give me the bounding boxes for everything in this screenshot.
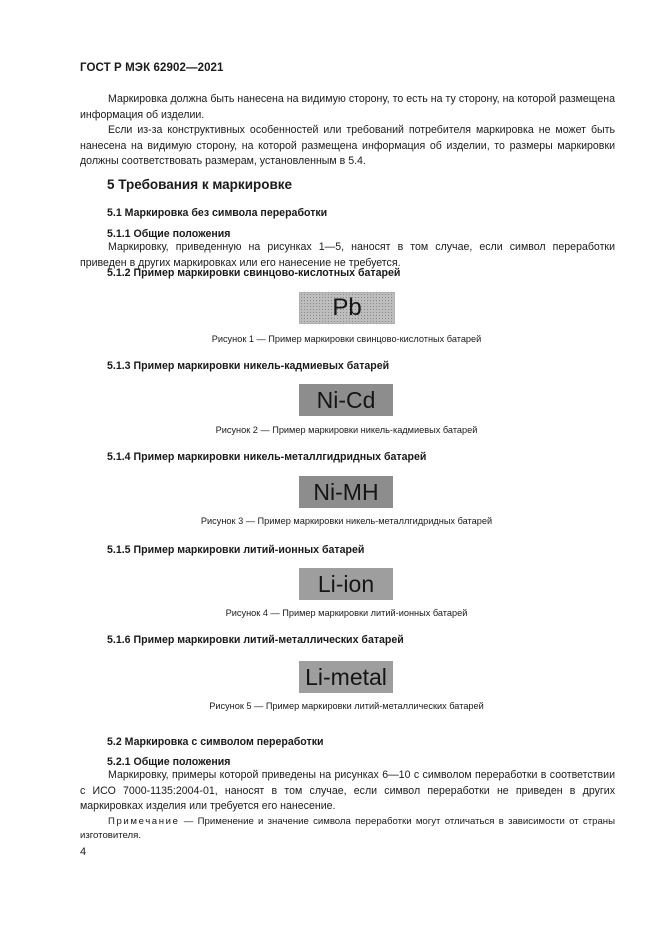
- ni-cd-marking: [299, 384, 393, 416]
- figure-3-caption: Рисунок 3 — Пример маркировки никель-металлгидридных батарей: [200, 516, 493, 526]
- intro-paragraph-1: Маркировка должна быть нанесена на видимую сторону, то есть на ту сторону, на которой размещена информация об изделии.: [80, 93, 615, 121]
- ni-cd-marking-text: Ni-Cd: [316, 386, 376, 413]
- section-5-1-1-title: 5.1.1 Общие положения: [107, 228, 231, 240]
- section-5-1-3-title: 5.1.3 Пример маркировки никель-кадмиевых батарей: [107, 360, 390, 372]
- section-5-title: 5 Требования к маркировке: [107, 177, 293, 192]
- note-block: [80, 815, 615, 842]
- document-header: ГОСТ Р МЭК 62902—2021: [80, 62, 224, 74]
- section-5-2-1-text: Маркировку, примеры которой приведены на рисунках 6—10 с символом переработки в соответствии с ИСО 7000-1135:2004-01, наносят в том случае, если символ переработки не приведен в других маркировках изделия или требуется его нанесение.: [80, 769, 615, 812]
- figure-4-caption: Рисунок 4 — Пример маркировки литий-ионных батарей: [225, 608, 468, 618]
- pb-marking: [299, 292, 395, 324]
- figure-1-caption: Рисунок 1 — Пример маркировки свинцово-кислотных батарей: [211, 334, 482, 344]
- note-text: — Применение и значение символа переработки могут отличаться в зависимости от страны изготовителя.: [80, 816, 615, 841]
- section-5-1-title: 5.1 Маркировка без символа переработки: [107, 207, 328, 219]
- figure-5-caption: Рисунок 5 — Пример маркировки литий-металлических батарей: [209, 701, 484, 711]
- ni-mh-marking: [299, 476, 393, 508]
- li-ion-marking-text: Li-ion: [317, 570, 375, 597]
- section-5-1-4-title: 5.1.4 Пример маркировки никель-металлгидридных батарей: [107, 451, 427, 463]
- section-5-2-title: 5.2 Маркировка с символом переработки: [107, 736, 324, 748]
- section-5-1-1-text: Маркировку, приведенную на рисунках 1—5, наносят в том случае, если символ переработки приведен в других маркировках или его нанесение не требуется.: [80, 241, 615, 269]
- note-label: Примечание: [108, 816, 180, 827]
- section-5-1-2-title: 5.1.2 Пример маркировки свинцово-кислотных батарей: [107, 267, 401, 279]
- intro-paragraph-2: Если из-за конструктивных особенностей или требований потребителя маркировка не может быть нанесена на видимую сторону, на которой размещена информация об изделии, то размеры маркировки должны соответствовать размерам, установленным в 5.4.: [80, 124, 615, 167]
- section-5-1-5-title: 5.1.5 Пример маркировки литий-ионных батарей: [107, 544, 365, 556]
- intro-text: [80, 92, 615, 170]
- figure-2-caption: Рисунок 2 — Пример маркировки никель-кадмиевых батарей: [215, 425, 478, 435]
- page-number: 4: [80, 846, 87, 858]
- ni-mh-marking-text: Ni-MH: [313, 478, 379, 505]
- li-ion-marking: [299, 568, 393, 600]
- li-metal-marking-text: Li-metal: [305, 663, 387, 690]
- pb-marking-text: Pb: [332, 294, 362, 321]
- section-5-2-1-text-block: [80, 768, 615, 815]
- li-metal-marking: [299, 661, 393, 693]
- section-5-1-6-title: 5.1.6 Пример маркировки литий-металлических батарей: [107, 634, 404, 646]
- section-5-2-1-title: 5.2.1 Общие положения: [107, 756, 231, 768]
